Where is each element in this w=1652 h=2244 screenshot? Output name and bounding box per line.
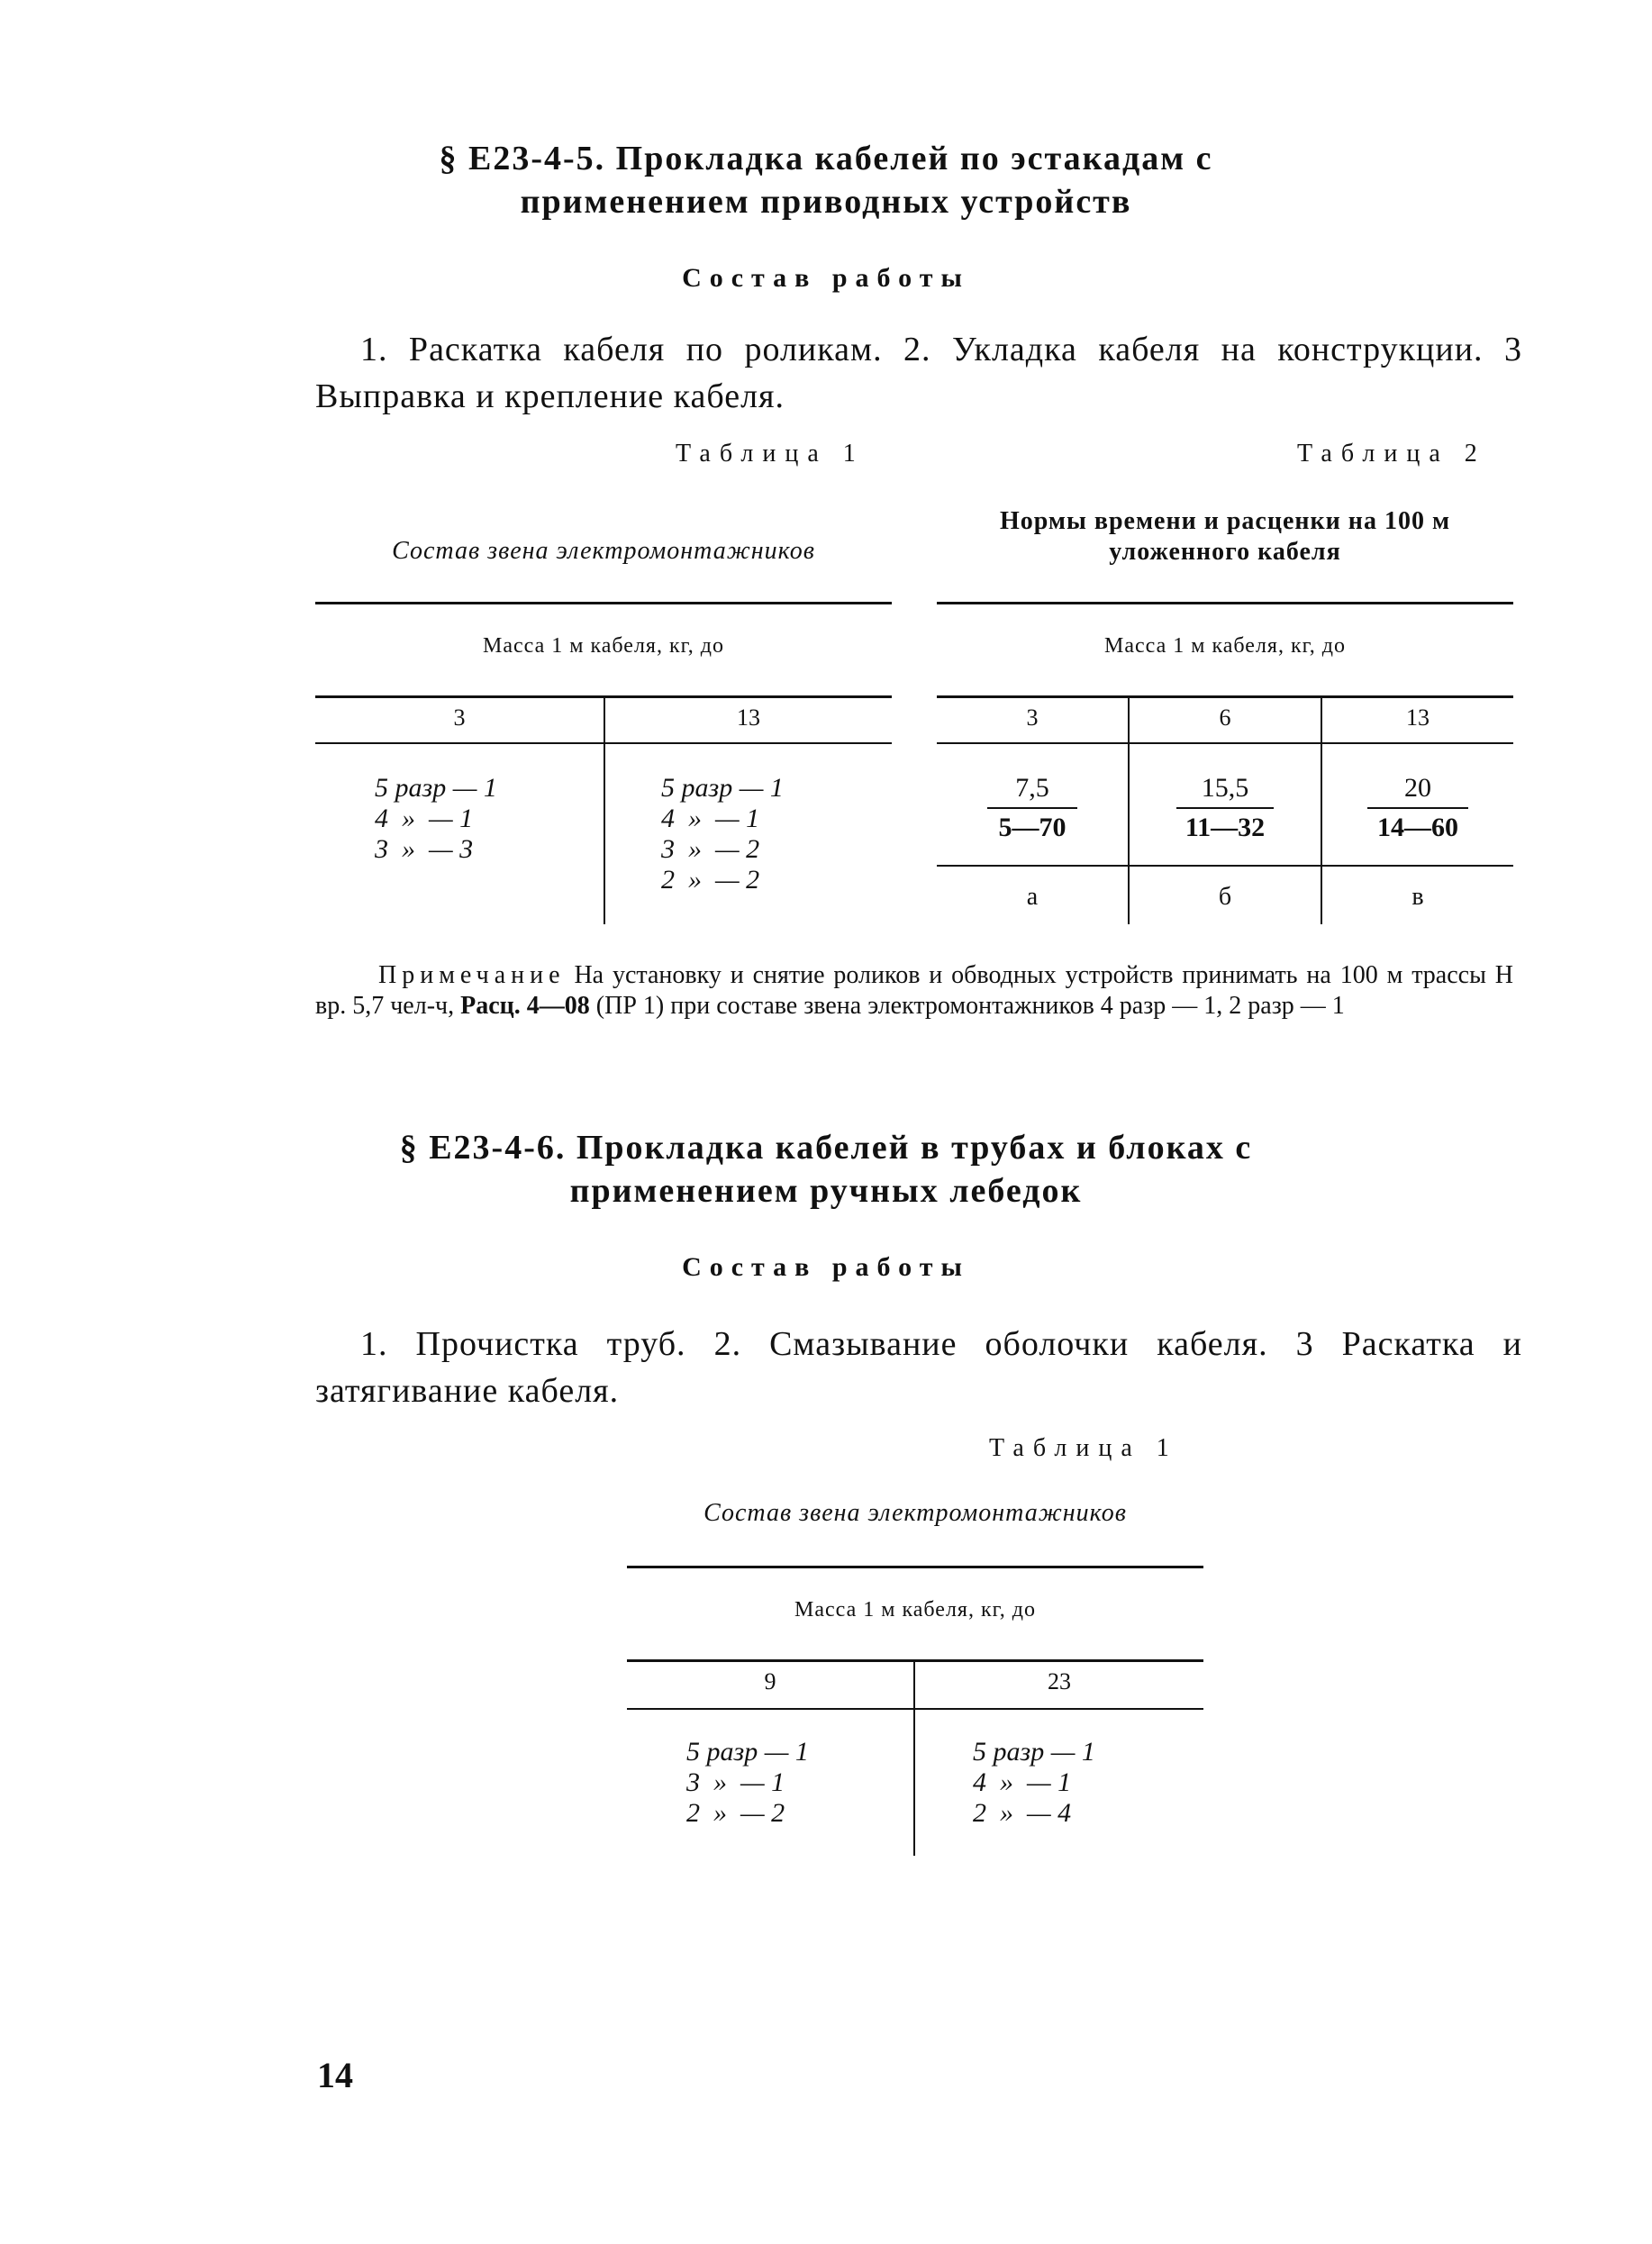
t2-subheader-rule [937,742,1513,744]
work-description-2: 1. Прочистка труб. 2. Смазывание оболочки кабеля. 3 Раскатка и затягивание кабеля. [315,1325,1522,1410]
t2-rate-2: 11—32 [1185,813,1266,842]
s2-t1-header: Масса 1 м кабеля, кг, до [794,1598,1036,1622]
t1-subheader-rule [315,742,892,744]
s2-t1-top-rule [627,1566,1203,1568]
page-number: 14 [317,2055,353,2095]
t2-col-3: 13 [1406,704,1430,731]
table-note [315,960,1513,1022]
t2-rate-3: 14—60 [1377,813,1458,842]
t2-frac-bar-2 [1176,807,1274,809]
t1-header: Масса 1 м кабеля, кг, до [483,634,724,658]
section2-title-line1: § Е23-4-6. Прокладка кабелей в трубах и блоках с [399,1129,1253,1167]
work-description: 1. Раскатка кабеля по роликам. 2. Укладка кабеля на конструкции. 3 Выправка и крепление кабеля. [315,331,1522,415]
t1-col-2: 13 [737,704,760,731]
s2-t1-crew-2: 5 разр — 1 4 » — 1 2 » — 4 [973,1737,1095,1828]
t2-col-1: 3 [1026,704,1039,731]
table2-caption-line1: Нормы времени и расценки на 100 м [999,507,1451,535]
t2-col-2: 6 [1219,704,1231,731]
t1-col-1: 3 [453,704,466,731]
t1-crew-1: 5 разр — 1 4 » — 1 3 » — 3 [375,773,497,864]
t1-crew-2: 5 разр — 1 4 » — 1 3 » — 2 2 » — 2 [661,773,784,895]
section-title-line2: применением приводных устройств [520,183,1132,221]
s2-t1-subheader-rule [627,1708,1203,1710]
s2-t1-col-1: 9 [764,1668,776,1694]
t2-letter-3: в [1411,883,1424,911]
t2-letter-2: б [1218,883,1232,911]
s2-table1-label: Таблица 1 [989,1434,1178,1462]
note-label: Примечание [378,961,566,989]
t2-norm-2: 15,5 [1201,773,1249,803]
t2-norm-3: 20 [1404,773,1431,803]
t2-norm-1: 7,5 [1015,773,1049,803]
table2-label: Таблица 2 [1297,440,1486,468]
t2-header: Масса 1 м кабеля, кг, до [1104,634,1346,658]
section-title-line1: § Е23-4-5. Прокладка кабелей по эстакадам с [439,140,1213,177]
work-composition-heading: Состав работы [682,263,970,293]
table2-caption-line2: уложенного кабеля [1109,538,1341,566]
s2-t1-col-2: 23 [1048,1668,1071,1694]
t2-letter-rule [937,865,1513,867]
t2-frac-bar-3 [1367,807,1468,809]
section2-title-line2: применением ручных лебедок [569,1172,1083,1210]
note-rate: Расц. 4—08 [460,992,590,1020]
t2-frac-bar-1 [987,807,1077,809]
note-text-a: На установку и снятие роликов и обводных устройств принимать на 100 м трассы Н вр. 5,7 чел-ч, [315,961,1513,1020]
s2-t1-crew-1: 5 разр — 1 3 » — 1 2 » — 2 [686,1737,809,1828]
note-text-b: (ПР 1) при составе звена электромонтажников 4 разр — 1, 2 разр — 1 [589,992,1345,1020]
s2-t1-header-rule [627,1659,1203,1662]
work-composition-heading-2: Состав работы [682,1252,970,1282]
t2-letter-1: а [1026,883,1039,911]
t2-header-rule [937,695,1513,698]
t2-top-rule [937,602,1513,604]
table1-label: Таблица 1 [676,440,865,468]
table1-caption: Состав звена электромонтажников [392,537,815,565]
t1-top-rule [315,602,892,604]
t2-rate-1: 5—70 [998,813,1067,842]
s2-table1-caption: Состав звена электромонтажников [703,1499,1127,1527]
